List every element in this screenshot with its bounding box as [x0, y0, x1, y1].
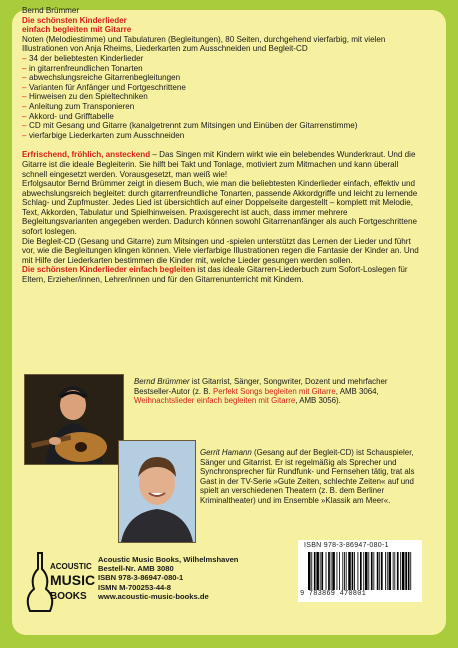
barcode-bar — [308, 552, 311, 590]
intro-rest: – Das Singen mit Kindern wirkt wie ein belebendes Wunderkraut. Und die Gitarre ist die ideale Begleiterin. Sie hilft bei Takt und Tonlage, motiviert zum Mitmachen und kann überall schnell eingesetzt werden. Vorausgesetzt, man weiß wie! — [22, 150, 416, 179]
barcode-bar — [360, 552, 362, 590]
barcode-bar — [402, 552, 405, 590]
publisher-website[interactable]: www.acoustic-music-books.de — [98, 591, 209, 601]
feature-item: – Varianten für Anfänger und Fortgeschrittene — [22, 83, 422, 93]
barcode-bar — [393, 552, 394, 590]
barcode-bar — [348, 552, 351, 590]
barcode-bar — [328, 552, 330, 590]
paragraph-summary — [22, 265, 422, 284]
barcode-bar — [397, 552, 399, 590]
barcode-bar — [385, 552, 386, 590]
barcode-bar — [332, 552, 335, 590]
barcode-bar — [344, 552, 345, 590]
barcode-bar — [352, 552, 354, 590]
guitarist-illustration — [25, 375, 123, 464]
barcode-bar — [357, 552, 358, 590]
barcode-bar — [410, 552, 411, 590]
book-link-perfekt[interactable]: Perfekt Songs begleiten mit Gitarre — [212, 386, 336, 396]
barcode-bars — [298, 552, 422, 592]
barcode-bar — [394, 552, 395, 590]
barcode-bar — [331, 552, 332, 590]
logo-text-acoustic: ACOUSTIC — [50, 562, 92, 571]
barcode-bar — [405, 552, 407, 590]
feature-item: – CD mit Gesang und Gitarre (kanalgetrennt zum Mitsingen und Einüben der Gitarrenstimme) — [22, 121, 422, 131]
barcode-bar — [363, 552, 364, 590]
barcode — [298, 540, 422, 602]
logo-text-music: MUSIC — [50, 572, 96, 588]
barcode-bar — [354, 552, 355, 590]
bio-name: Gerrit Hamann — [200, 448, 252, 457]
paragraph-intro — [22, 150, 422, 179]
summary-rest: ist das ideale Gitarren-Liederbuch zum Sofort-Loslegen für Eltern, Erzieher/innen, Lehrer/innen und für den Gitarrenunterricht mit Kindern. — [22, 265, 408, 285]
barcode-bar — [316, 552, 319, 590]
feature-item: – abwechslungsreiche Gitarrenbegleitungen — [22, 73, 422, 83]
barcode-bar — [379, 552, 380, 590]
feature-item: – vierfarbige Liederkarten zum Ausschneiden — [22, 131, 422, 141]
logo-text-books: BOOKS — [50, 591, 87, 602]
guitar-logo-icon — [24, 547, 96, 615]
barcode-bar — [326, 552, 327, 590]
barcode-bar — [337, 552, 338, 590]
author-bio: Bernd Brümmer ist Gitarrist, Sänger, Songwriter, Dozent und mehrfacher Bestseller-Autor (z. B. Perfekt Songs begleiten mit Gitarre, AMB 3064, Weihnachtslieder einfach begleiten mit Gitarre, AMB 3056). — [134, 377, 388, 406]
barcode-bar — [389, 552, 392, 590]
barcode-bar — [346, 552, 347, 590]
barcode-bar — [314, 552, 316, 590]
book-title-line-2: einfach begleiten mit Gitarre — [22, 25, 132, 35]
author-name: Bernd Brümmer — [22, 6, 80, 15]
bio-name: Bernd Brümmer — [134, 377, 190, 386]
singer-bio: Gerrit Hamann (Gesang auf der Begleit-CD) ist Schauspieler, Sänger und Gitarrist. Er ist regelmäßig als Sprecher und Synchronsprecher für Rundfunk- und Fernsehen tätig, trat als Gast in der TV-Serie »Gute Zeiten, schlechte Zeiten« auf und spielt an verschiedenen Theatern (z. B. dem Berliner Kriminaltheater) und im Ensemble »Klassik am Meer«. — [200, 448, 415, 505]
summary-lead: Die schönsten Kinderlieder einfach begleiten — [22, 265, 196, 275]
book-description: Noten (Melodiestimme) und Tabulaturen (Begleitungen), 80 Seiten, durchgehend vierfarbig, mit vielen Illustrationen von Anja Rheims, Liederkarten zum Ausschneiden und Begleit-CD — [22, 34, 386, 54]
barcode-bar — [321, 552, 323, 590]
barcode-bar — [320, 552, 321, 590]
ismn-number: ISMN M-700253-44-8 — [98, 582, 172, 592]
isbn-number: ISBN 978-3-86947-080-1 — [98, 573, 184, 583]
barcode-digits: 9 783869 470801 — [300, 590, 367, 598]
feature-item: – Anleitung zum Transponieren — [22, 102, 422, 112]
author-photo — [24, 374, 124, 465]
barcode-bar — [342, 552, 343, 590]
feature-item: – in gitarrenfreundlichen Tonarten — [22, 64, 422, 74]
paragraph-cd: Die Begleit-CD (Gesang und Gitarre) zum Mitsingen und -spielen unterstützt das Lernen der Lieder und führt vor, wie die Begleitungen klingen können. Viele vierfarbige Illustrationen regen die Fantasie der Kinder an. Und mit Hilfe der Liederkarten bestimmen die Kinder mit, welche Lieder gesungen werden sollen. — [22, 236, 419, 265]
order-number: Bestell-Nr. AMB 3080 — [98, 564, 174, 574]
barcode-bar — [368, 552, 369, 590]
singer-portrait — [119, 441, 195, 542]
barcode-isbn: ISBN 978-3-86947-080-1 — [304, 542, 389, 549]
barcode-bar — [400, 552, 401, 590]
barcode-bar — [373, 552, 374, 590]
barcode-bar — [371, 552, 373, 590]
feature-item: – Akkord- und Grifftabelle — [22, 112, 422, 122]
barcode-bar — [408, 552, 410, 590]
barcode-bar — [365, 552, 368, 590]
book-link-weihnachtslieder[interactable]: Weihnachtslieder einfach begleiten mit Gitarre — [134, 396, 296, 406]
feature-item: – 34 der beliebtesten Kinderlieder — [22, 54, 422, 64]
publisher-name: Acoustic Music Books, Wilhelmshaven — [98, 555, 239, 564]
publisher-logo — [24, 547, 96, 615]
barcode-bar — [381, 552, 383, 590]
intro-lead: Erfrischend, fröhlich, ansteckend — [22, 150, 151, 160]
barcode-bar — [339, 552, 340, 590]
barcode-bar — [311, 552, 312, 590]
feature-item: – Hinweisen zu den Spieltechniken — [22, 92, 422, 102]
singer-photo — [118, 440, 196, 543]
main-text — [22, 6, 422, 285]
book-title-line-1: Die schönsten Kinderlieder — [22, 15, 127, 25]
barcode-bar — [387, 552, 388, 590]
feature-list — [22, 54, 422, 140]
publisher-info — [98, 555, 238, 601]
paragraph-author: Erfolgsautor Bernd Brümmer zeigt in diesem Buch, wie man die beliebtesten Kinderlieder einfach, effektiv und abwechslungsreich begleitet: durch gitarrenfreundliche Tonarten, passende Akkordgriffe und leicht zu lernende Schlag- und Zupfmuster. Jedes Lied ist übersichtlich auf einer Doppelseite dargestellt – komplett mit Melodie, Text, Akkorden, Tabulatur und Spielhinweisen. Praxisgerecht ist auch, dass immer mehrere Begleitungsvarianten angegeben werden. Dadurch können sowohl Gitarrenanfänger als auch Fortgeschrittene sofort loslegen. — [22, 179, 418, 237]
barcode-bar — [377, 552, 379, 590]
